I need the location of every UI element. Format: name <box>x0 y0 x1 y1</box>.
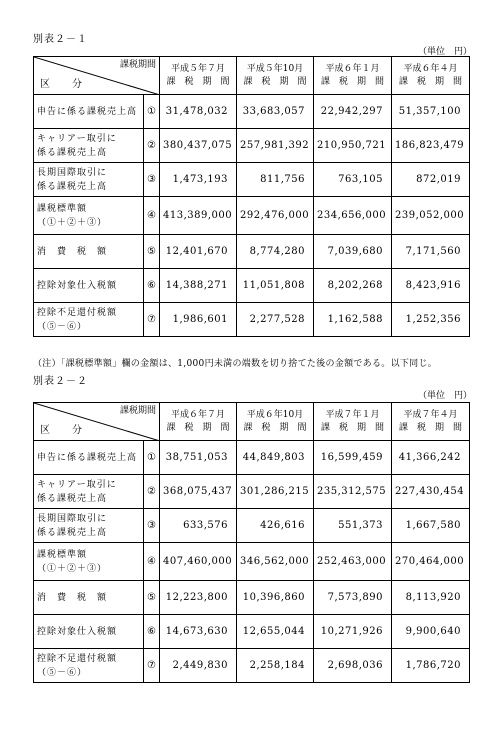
period-header: 平成５年10月 課 税 期 間 <box>237 57 314 95</box>
value-cell: 551,373 <box>314 509 392 543</box>
header-item-label: 区 分 <box>40 425 88 436</box>
value-cell: 41,366,242 <box>392 441 470 475</box>
row-number: ⑥ <box>144 615 160 649</box>
value-cell: 227,430,454 <box>392 475 470 509</box>
table-row <box>34 543 470 581</box>
value-cell: 346,562,000 <box>237 543 314 581</box>
value-cell: 1,473,193 <box>160 163 237 197</box>
row-label: 消 費 税 額 <box>34 581 144 615</box>
table-row <box>34 235 470 269</box>
value-cell: 44,849,803 <box>237 441 314 475</box>
table2-corner-header <box>34 403 160 441</box>
table1-title: 別表２－１ <box>33 34 88 45</box>
value-cell: 426,616 <box>237 509 314 543</box>
table-row <box>34 475 470 509</box>
table-row <box>34 303 470 337</box>
row-number: ③ <box>144 509 160 543</box>
table-row <box>34 441 470 475</box>
table1 <box>33 56 470 337</box>
row-number: ① <box>144 441 160 475</box>
value-cell: 2,258,184 <box>237 649 314 683</box>
value-cell: 2,449,830 <box>160 649 237 683</box>
table1-footnote: （注）「課税標準額」欄の金額は、1,000円未満の端数を切り捨てた後の金額である。以下同じ。 <box>33 359 438 369</box>
period-header: 平成７年４月 課 税 期 間 <box>392 403 470 441</box>
row-label: 控除不足還付税額 （⑤－⑥） <box>34 649 144 683</box>
table-row <box>34 509 470 543</box>
value-cell: 38,751,053 <box>160 441 237 475</box>
table2-unit: （単位 円） <box>418 391 473 401</box>
period-header: 平成６年７月 課 税 期 間 <box>160 403 237 441</box>
value-cell: 301,286,215 <box>237 475 314 509</box>
value-cell: 239,052,000 <box>392 197 470 235</box>
value-cell: 12,401,670 <box>160 235 237 269</box>
value-cell: 1,252,356 <box>392 303 470 337</box>
value-cell: 872,019 <box>392 163 470 197</box>
value-cell: 1,986,601 <box>160 303 237 337</box>
row-label: 課税標準額 （①＋②＋③） <box>34 197 144 235</box>
value-cell: 22,942,297 <box>314 95 392 129</box>
table-row <box>34 163 470 197</box>
period-header: 平成６年４月 課 税 期 間 <box>392 57 470 95</box>
value-cell: 1,667,580 <box>392 509 470 543</box>
row-label: 控除対象仕入税額 <box>34 269 144 303</box>
value-cell: 51,357,100 <box>392 95 470 129</box>
value-cell: 234,656,000 <box>314 197 392 235</box>
value-cell: 10,396,860 <box>237 581 314 615</box>
value-cell: 16,599,459 <box>314 441 392 475</box>
table-row <box>34 615 470 649</box>
header-period-label: 課税期間 <box>119 60 156 70</box>
value-cell: 368,075,437 <box>160 475 237 509</box>
row-number: ⑤ <box>144 581 160 615</box>
row-number: ② <box>144 475 160 509</box>
row-label: 申告に係る課税売上高 <box>34 95 144 129</box>
value-cell: 1,786,720 <box>392 649 470 683</box>
row-label: 控除対象仕入税額 <box>34 615 144 649</box>
period-header: 平成６年１月 課 税 期 間 <box>314 57 392 95</box>
row-number: ⑦ <box>144 303 160 337</box>
row-label: 長期国際取引に 係る課税売上高 <box>34 163 144 197</box>
value-cell: 633,576 <box>160 509 237 543</box>
value-cell: 7,039,680 <box>314 235 392 269</box>
value-cell: 8,202,268 <box>314 269 392 303</box>
value-cell: 235,312,575 <box>314 475 392 509</box>
value-cell: 1,162,588 <box>314 303 392 337</box>
value-cell: 33,683,057 <box>237 95 314 129</box>
period-header: 平成５年７月 課 税 期 間 <box>160 57 237 95</box>
table-row <box>34 129 470 163</box>
period-header: 平成７年１月 課 税 期 間 <box>314 403 392 441</box>
value-cell: 14,388,271 <box>160 269 237 303</box>
value-cell: 7,573,890 <box>314 581 392 615</box>
value-cell: 257,981,392 <box>237 129 314 163</box>
value-cell: 14,673,630 <box>160 615 237 649</box>
row-label: キャリアー取引に 係る課税売上高 <box>34 475 144 509</box>
value-cell: 8,423,916 <box>392 269 470 303</box>
row-number: ⑥ <box>144 269 160 303</box>
value-cell: 10,271,926 <box>314 615 392 649</box>
row-number: ④ <box>144 197 160 235</box>
row-label: 課税標準額 （①＋②＋③） <box>34 543 144 581</box>
value-cell: 210,950,721 <box>314 129 392 163</box>
value-cell: 292,476,000 <box>237 197 314 235</box>
row-number: ① <box>144 95 160 129</box>
row-number: ④ <box>144 543 160 581</box>
value-cell: 811,756 <box>237 163 314 197</box>
value-cell: 11,051,808 <box>237 269 314 303</box>
value-cell: 12,223,800 <box>160 581 237 615</box>
value-cell: 9,900,640 <box>392 615 470 649</box>
header-item-label: 区 分 <box>40 79 88 90</box>
value-cell: 252,463,000 <box>314 543 392 581</box>
value-cell: 8,774,280 <box>237 235 314 269</box>
row-label: 控除不足還付税額 （⑤－⑥） <box>34 303 144 337</box>
row-number: ⑤ <box>144 235 160 269</box>
table-row <box>34 581 470 615</box>
value-cell: 407,460,000 <box>160 543 237 581</box>
row-label: 申告に係る課税売上高 <box>34 441 144 475</box>
table1-corner-header <box>34 57 160 95</box>
value-cell: 7,171,560 <box>392 235 470 269</box>
value-cell: 12,655,044 <box>237 615 314 649</box>
value-cell: 31,478,032 <box>160 95 237 129</box>
value-cell: 270,464,000 <box>392 543 470 581</box>
table-row <box>34 95 470 129</box>
period-header: 平成６年10月 課 税 期 間 <box>237 403 314 441</box>
table1-unit: （単位 円） <box>418 47 473 57</box>
value-cell: 186,823,479 <box>392 129 470 163</box>
header-period-label: 課税期間 <box>119 406 156 416</box>
row-label: キャリアー取引に 係る課税売上高 <box>34 129 144 163</box>
value-cell: 8,113,920 <box>392 581 470 615</box>
table2-title: 別表２－２ <box>33 376 88 387</box>
row-label: 消 費 税 額 <box>34 235 144 269</box>
row-label: 長期国際取引に 係る課税売上高 <box>34 509 144 543</box>
value-cell: 413,389,000 <box>160 197 237 235</box>
table-row <box>34 269 470 303</box>
row-number: ③ <box>144 163 160 197</box>
row-number: ② <box>144 129 160 163</box>
value-cell: 380,437,075 <box>160 129 237 163</box>
table-row <box>34 649 470 683</box>
table2 <box>33 402 470 683</box>
table-row <box>34 197 470 235</box>
row-number: ⑦ <box>144 649 160 683</box>
value-cell: 2,277,528 <box>237 303 314 337</box>
value-cell: 2,698,036 <box>314 649 392 683</box>
value-cell: 763,105 <box>314 163 392 197</box>
